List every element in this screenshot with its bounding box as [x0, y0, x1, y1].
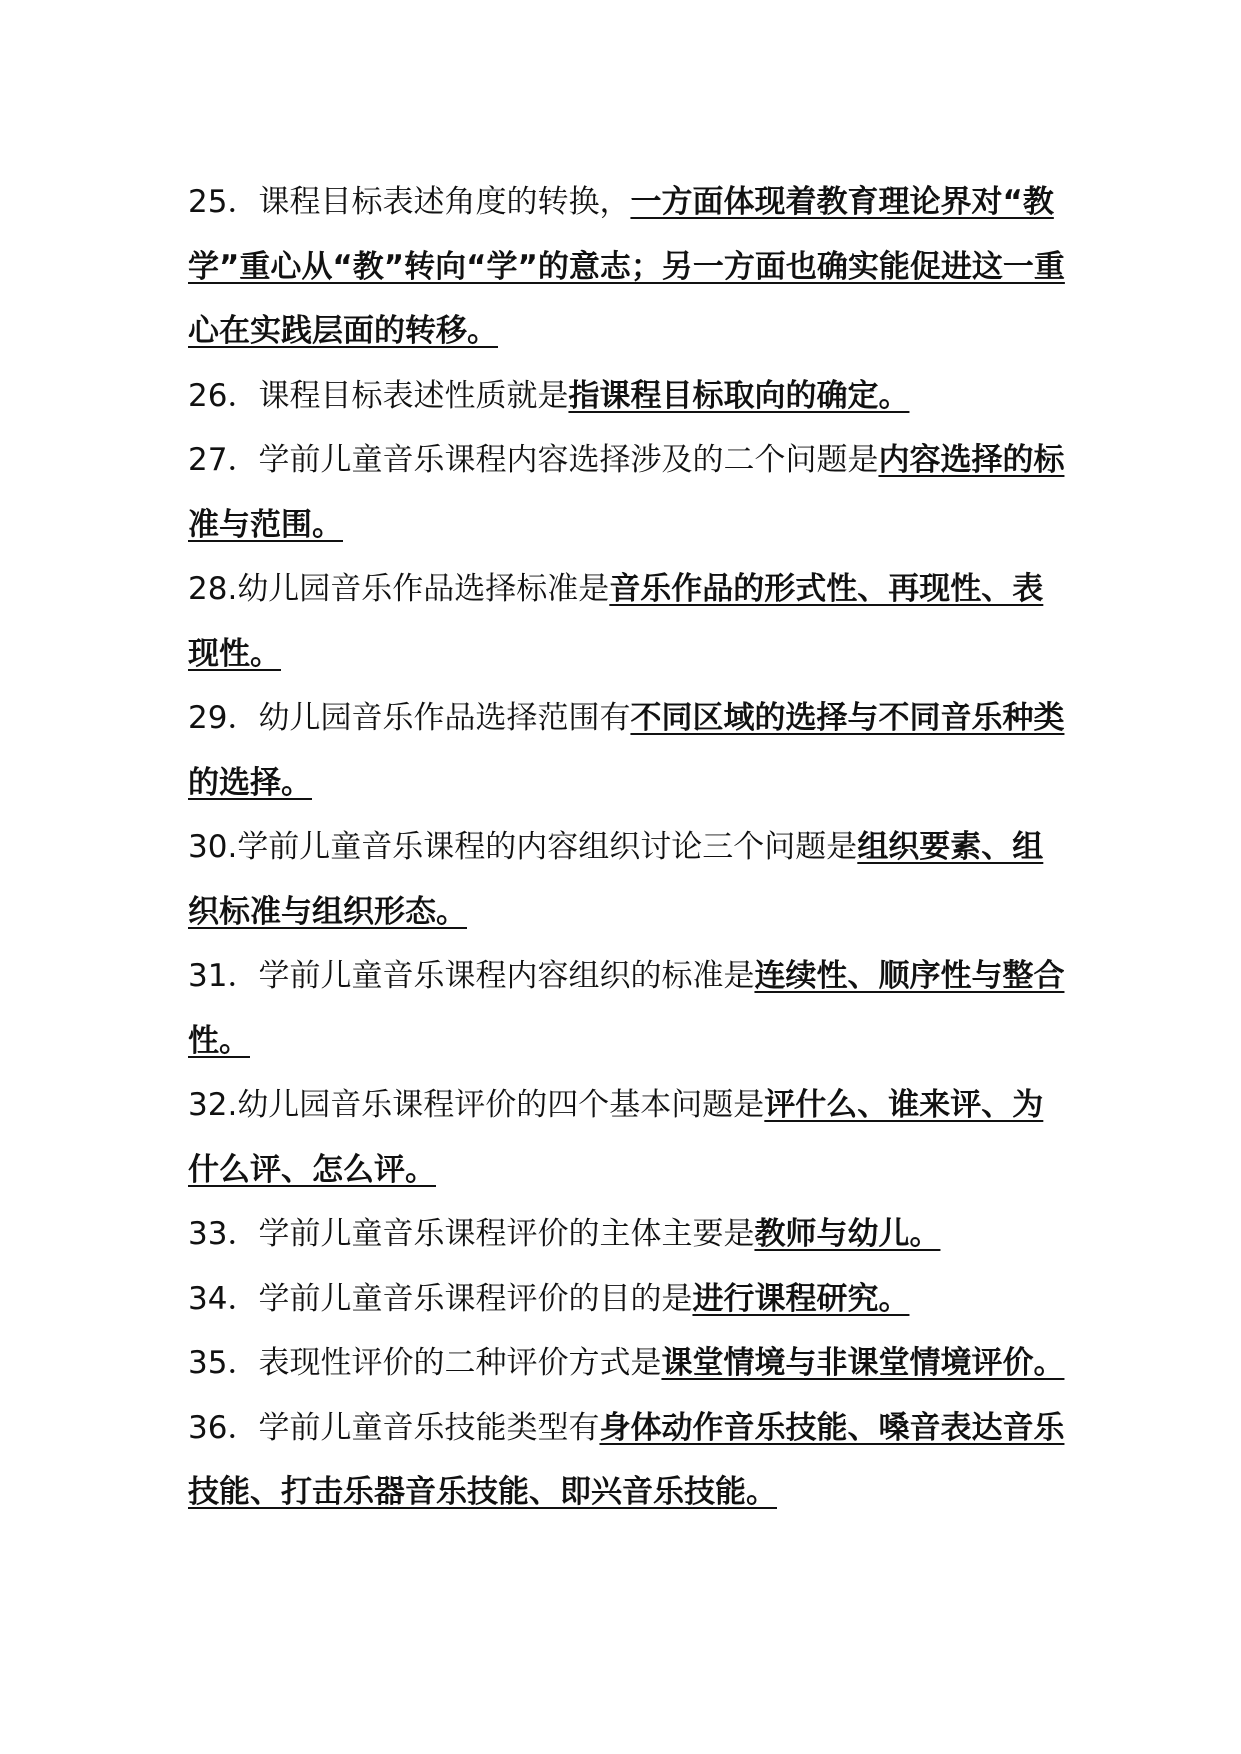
item-separator: ． — [227, 442, 259, 478]
item-answer: 教师与幼儿。 — [754, 1216, 941, 1252]
item-separator: ． — [227, 1280, 259, 1317]
item-answer: 连续性、顺序性与整合性。 — [188, 958, 1065, 1059]
item-separator: . — [227, 571, 238, 607]
item-number: 30 — [188, 829, 228, 865]
item-question: 学前儿童音乐技能类型有 — [258, 1409, 600, 1446]
list-item-35 — [188, 1331, 1068, 1396]
item-separator: ． — [227, 958, 259, 994]
item-answer: 不同区域的选择与不同音乐种类的选择。 — [188, 700, 1065, 801]
item-question: 幼儿园音乐作品选择范围有 — [258, 700, 631, 736]
item-answer: 一方面体现着教育理论界对“教学”重心从“教”转向“学”的意志；另一方面也确实能促进这一重心在实践层面的转移。 — [188, 184, 1065, 349]
item-separator: ． — [227, 700, 259, 736]
item-question: 学前儿童音乐课程的内容组织讨论三个问题是 — [237, 829, 858, 865]
list-item-33 — [188, 1202, 1068, 1267]
item-answer: 内容选择的标准与范围。 — [188, 442, 1065, 543]
item-number: 32 — [188, 1087, 228, 1123]
item-number: 34 — [188, 1280, 228, 1317]
list-item-31 — [188, 944, 1068, 1073]
item-question: 表现性评价的二种评价方式是 — [258, 1345, 662, 1381]
document-page — [188, 170, 1068, 1525]
item-question: 学前儿童音乐课程内容组织的标准是 — [258, 958, 755, 994]
item-separator: ． — [227, 1216, 259, 1252]
list-item-27 — [188, 428, 1068, 557]
item-answer: 指课程目标取向的确定。 — [568, 377, 910, 414]
item-question: 幼儿园音乐作品选择标准是 — [237, 571, 610, 607]
item-question: 学前儿童音乐课程评价的目的是 — [258, 1280, 693, 1317]
item-separator: ． — [227, 184, 259, 220]
item-answer: 组织要素、组织标准与组织形态。 — [188, 829, 1044, 930]
item-number: 33 — [188, 1216, 228, 1252]
item-number: 28 — [188, 571, 228, 607]
item-question: 学前儿童音乐课程评价的主体主要是 — [258, 1216, 755, 1252]
list-item-36 — [188, 1396, 1068, 1525]
list-item-32 — [188, 1073, 1068, 1202]
list-item-34 — [188, 1267, 1068, 1332]
item-question: 幼儿园音乐课程评价的四个基本问题是 — [237, 1087, 765, 1123]
item-answer: 评什么、谁来评、为什么评、怎么评。 — [188, 1087, 1044, 1188]
list-item-25 — [188, 170, 1068, 364]
list-item-26 — [188, 364, 1068, 429]
item-answer: 音乐作品的形式性、再现性、表现性。 — [188, 571, 1044, 672]
list-item-30 — [188, 815, 1068, 944]
item-separator: . — [227, 829, 238, 865]
item-number: 31 — [188, 958, 228, 994]
item-number: 36 — [188, 1409, 228, 1446]
list-item-29 — [188, 686, 1068, 815]
item-separator: ． — [227, 377, 259, 414]
item-question: 学前儿童音乐课程内容选择涉及的二个问题是 — [258, 442, 879, 478]
item-separator: ． — [227, 1409, 259, 1446]
item-separator: . — [227, 1087, 238, 1123]
item-number: 35 — [188, 1345, 228, 1381]
item-separator: ． — [227, 1345, 259, 1381]
item-number: 29 — [188, 700, 228, 736]
item-answer: 身体动作音乐技能、嗓音表达音乐技能、打击乐器音乐技能、即兴音乐技能。 — [188, 1409, 1065, 1510]
item-question: 课程目标表述角度的转换， — [258, 184, 631, 220]
list-item-28 — [188, 557, 1068, 686]
item-answer: 进行课程研究。 — [692, 1280, 910, 1317]
item-answer: 课堂情境与非课堂情境评价。 — [661, 1345, 1065, 1381]
item-number: 27 — [188, 442, 228, 478]
item-question: 课程目标表述性质就是 — [258, 377, 569, 414]
item-number: 26 — [188, 377, 228, 414]
item-number: 25 — [188, 184, 228, 220]
